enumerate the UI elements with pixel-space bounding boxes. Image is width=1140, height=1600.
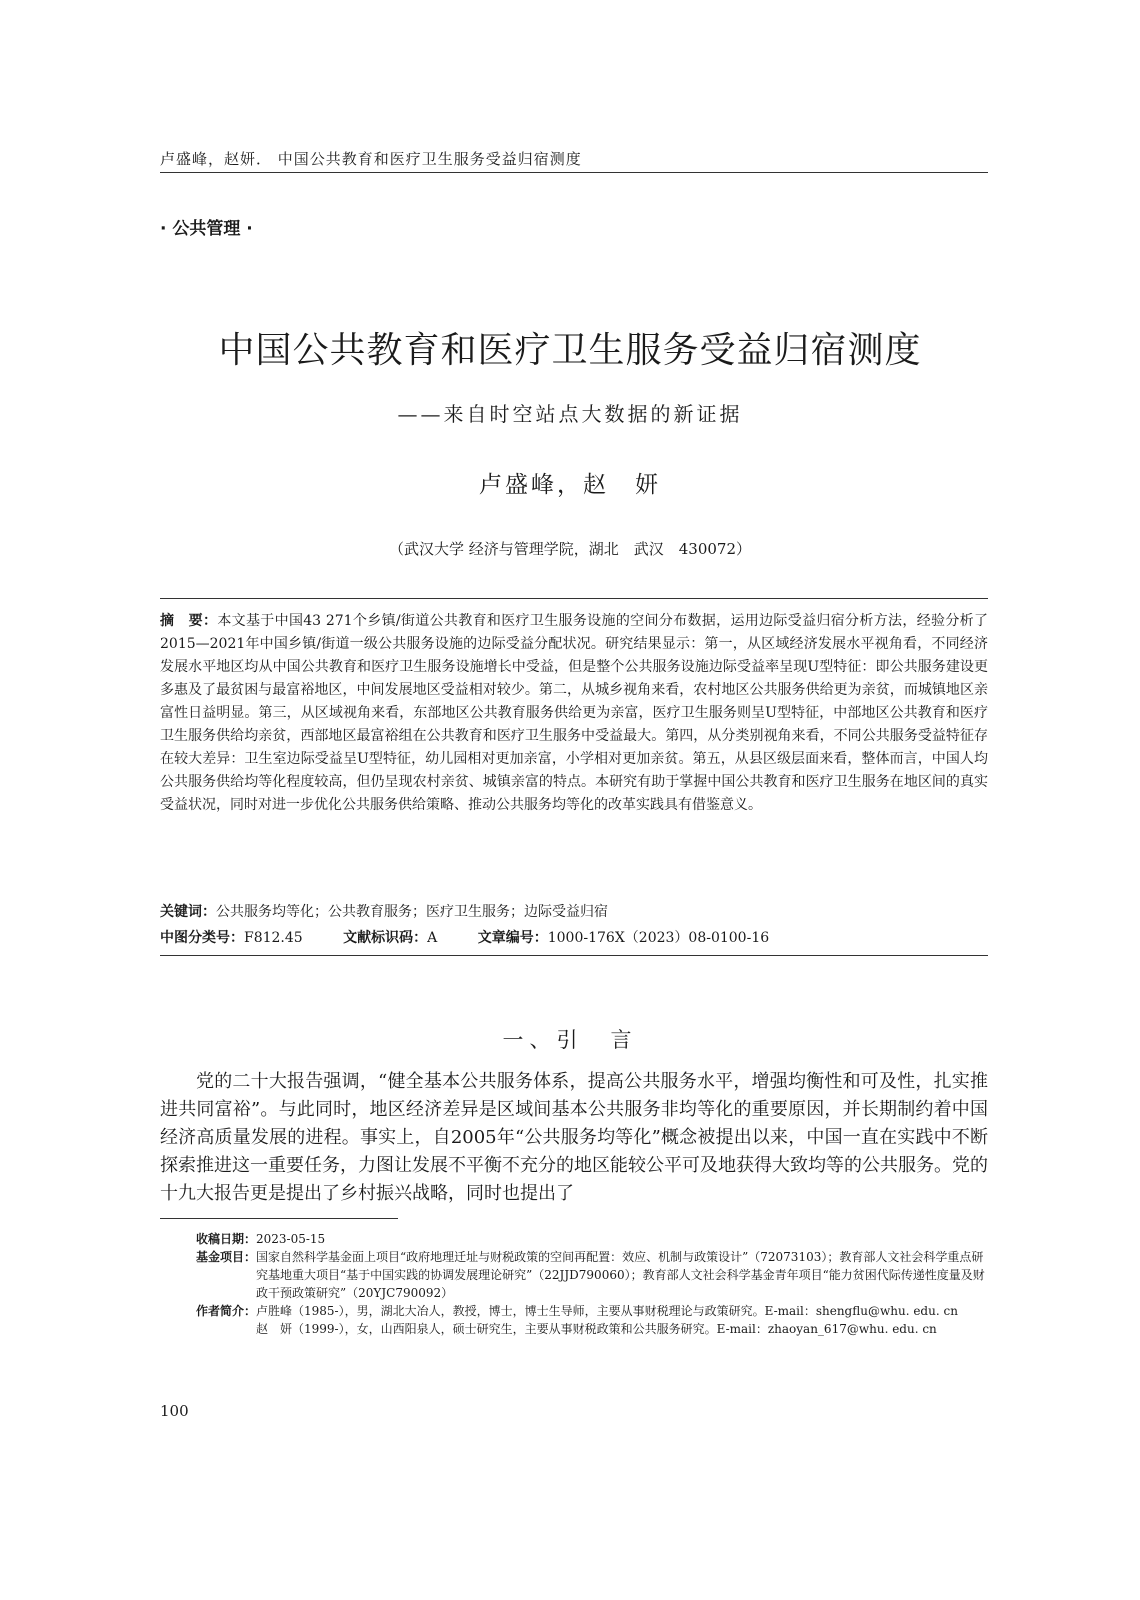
author-bio-2: 赵 妍（1999-），女，山西阳泉人，硕士研究生，主要从事财税政策和公共服务研究。E-mail：zhaoyan_617@whu. edu. cn	[256, 1322, 937, 1336]
running-head: 卢盛峰，赵妍． 中国公共教育和医疗卫生服务受益归宿测度	[160, 150, 582, 168]
paper-title: 中国公共教育和医疗卫生服务受益归宿测度	[218, 330, 922, 371]
abstract-top-rule	[160, 598, 988, 599]
article-number-value: 1000-176X（2023）08-0100-16	[547, 930, 770, 946]
page-number: 100	[160, 1402, 189, 1420]
header-rule	[160, 172, 988, 173]
received-label: 收稿日期：	[195, 1232, 256, 1246]
received-date-row	[160, 1230, 988, 1248]
fund-text: 国家自然科学基金面上项目“政府地理迁址与财税政策的空间再配置：效应、机制与政策设计”（72073103）；教育部人文社会科学重点研究基地重大项目“基于中国实践的协调发展理论研究”（22JJD790060）；教育部人文社会科学基金青年项目“能力贫困代际传递性度量及财政干预政策研究”（20YJC790092）	[256, 1250, 985, 1300]
abstract-bottom-rule	[160, 955, 988, 956]
clc-value: F812.45	[244, 930, 303, 946]
doc-code-label: 文献标识码：	[343, 930, 428, 946]
received-date: 2023-05-15	[256, 1232, 326, 1246]
classification-line	[160, 927, 988, 947]
keywords-label: 关键词：	[160, 904, 216, 920]
affiliation: （武汉大学 经济与管理学院，湖北 武汉 430072）	[388, 540, 752, 558]
author-list: 卢盛峰，赵 妍	[479, 472, 661, 498]
clc-label: 中图分类号：	[160, 930, 244, 946]
fund-label: 基金项目：	[195, 1250, 256, 1264]
bio-label: 作者简介：	[195, 1304, 256, 1318]
section-tag: · 公共管理 ·	[160, 219, 253, 239]
section-heading: 一、引 言	[502, 1028, 638, 1052]
article-number-label: 文章编号：	[477, 930, 548, 946]
keywords-text: 公共服务均等化；公共教育服务；医疗卫生服务；边际受益归宿	[216, 904, 608, 920]
doc-code-value: A	[427, 930, 438, 946]
footnotes	[160, 1230, 988, 1338]
author-bio-row	[160, 1302, 988, 1338]
body-paragraph: 党的二十大报告强调，“健全基本公共服务体系，提高公共服务水平，增强均衡性和可及性，扎实推进共同富裕”。与此同时，地区经济差异是区域间基本公共服务非均等化的重要原因，并长期制约着中国经济高质量发展的进程。事实上，自2005年“公共服务均等化”概念被提出以来，中国一直在实践中不断探索推进这一重要任务，力图让发展不平衡不充分的地区能较公平可及地获得大致均等的公共服务。党的十九大报告更是提出了乡村振兴战略，同时也提出了	[160, 1071, 988, 1204]
abstract-text: 本文基于中国43 271个乡镇/街道公共教育和医疗卫生服务设施的空间分布数据，运用边际受益归宿分析方法，经验分析了2015—2021年中国乡镇/街道一级公共服务设施的边际受益分配状况。研究结果显示：第一，从区域经济发展水平视角看，不同经济发展水平地区均从中国公共教育和医疗卫生服务设施增长中受益，但是整个公共服务设施边际受益率呈现U型特征：即公共服务建设更多惠及了最贫困与最富裕地区，中间发展地区受益相对较少。第二，从城乡视角来看，农村地区公共服务供给更为亲贫，而城镇地区亲富性日益明显。第三，从区域视角来看，东部地区公共教育服务供给更为亲富，医疗卫生服务则呈U型特征，中部地区公共教育和医疗卫生服务供给均亲贫，西部地区最富裕组在公共教育和医疗卫生服务中受益最大。第四，从分类别视角来看，不同公共服务受益特征存在较大差异：卫生室边际受益呈U型特征，幼儿园相对更加亲富，小学相对更加亲贫。第五，从县区级层面来看，整体而言，中国人均公共服务供给均等化程度较高，但仍呈现农村亲贫、城镇亲富的特点。本研究有助于掌握中国公共教育和医疗卫生服务在地区间的真实受益状况，同时对进一步优化公共服务供给策略、推动公共服务均等化的改革实践具有借鉴意义。	[160, 613, 989, 813]
keywords	[160, 901, 988, 921]
footnote-rule	[160, 1218, 398, 1219]
abstract	[160, 610, 988, 817]
author-bio-1: 卢胜峰（1985-），男，湖北大冶人，教授，博士，博士生导师，主要从事财税理论与政策研究。E-mail：shengflu@whu. edu. cn	[256, 1304, 958, 1318]
abstract-label: 摘 要：	[160, 613, 218, 629]
fund-row	[160, 1248, 988, 1302]
paper-subtitle: ——来自时空站点大数据的新证据	[397, 402, 743, 426]
